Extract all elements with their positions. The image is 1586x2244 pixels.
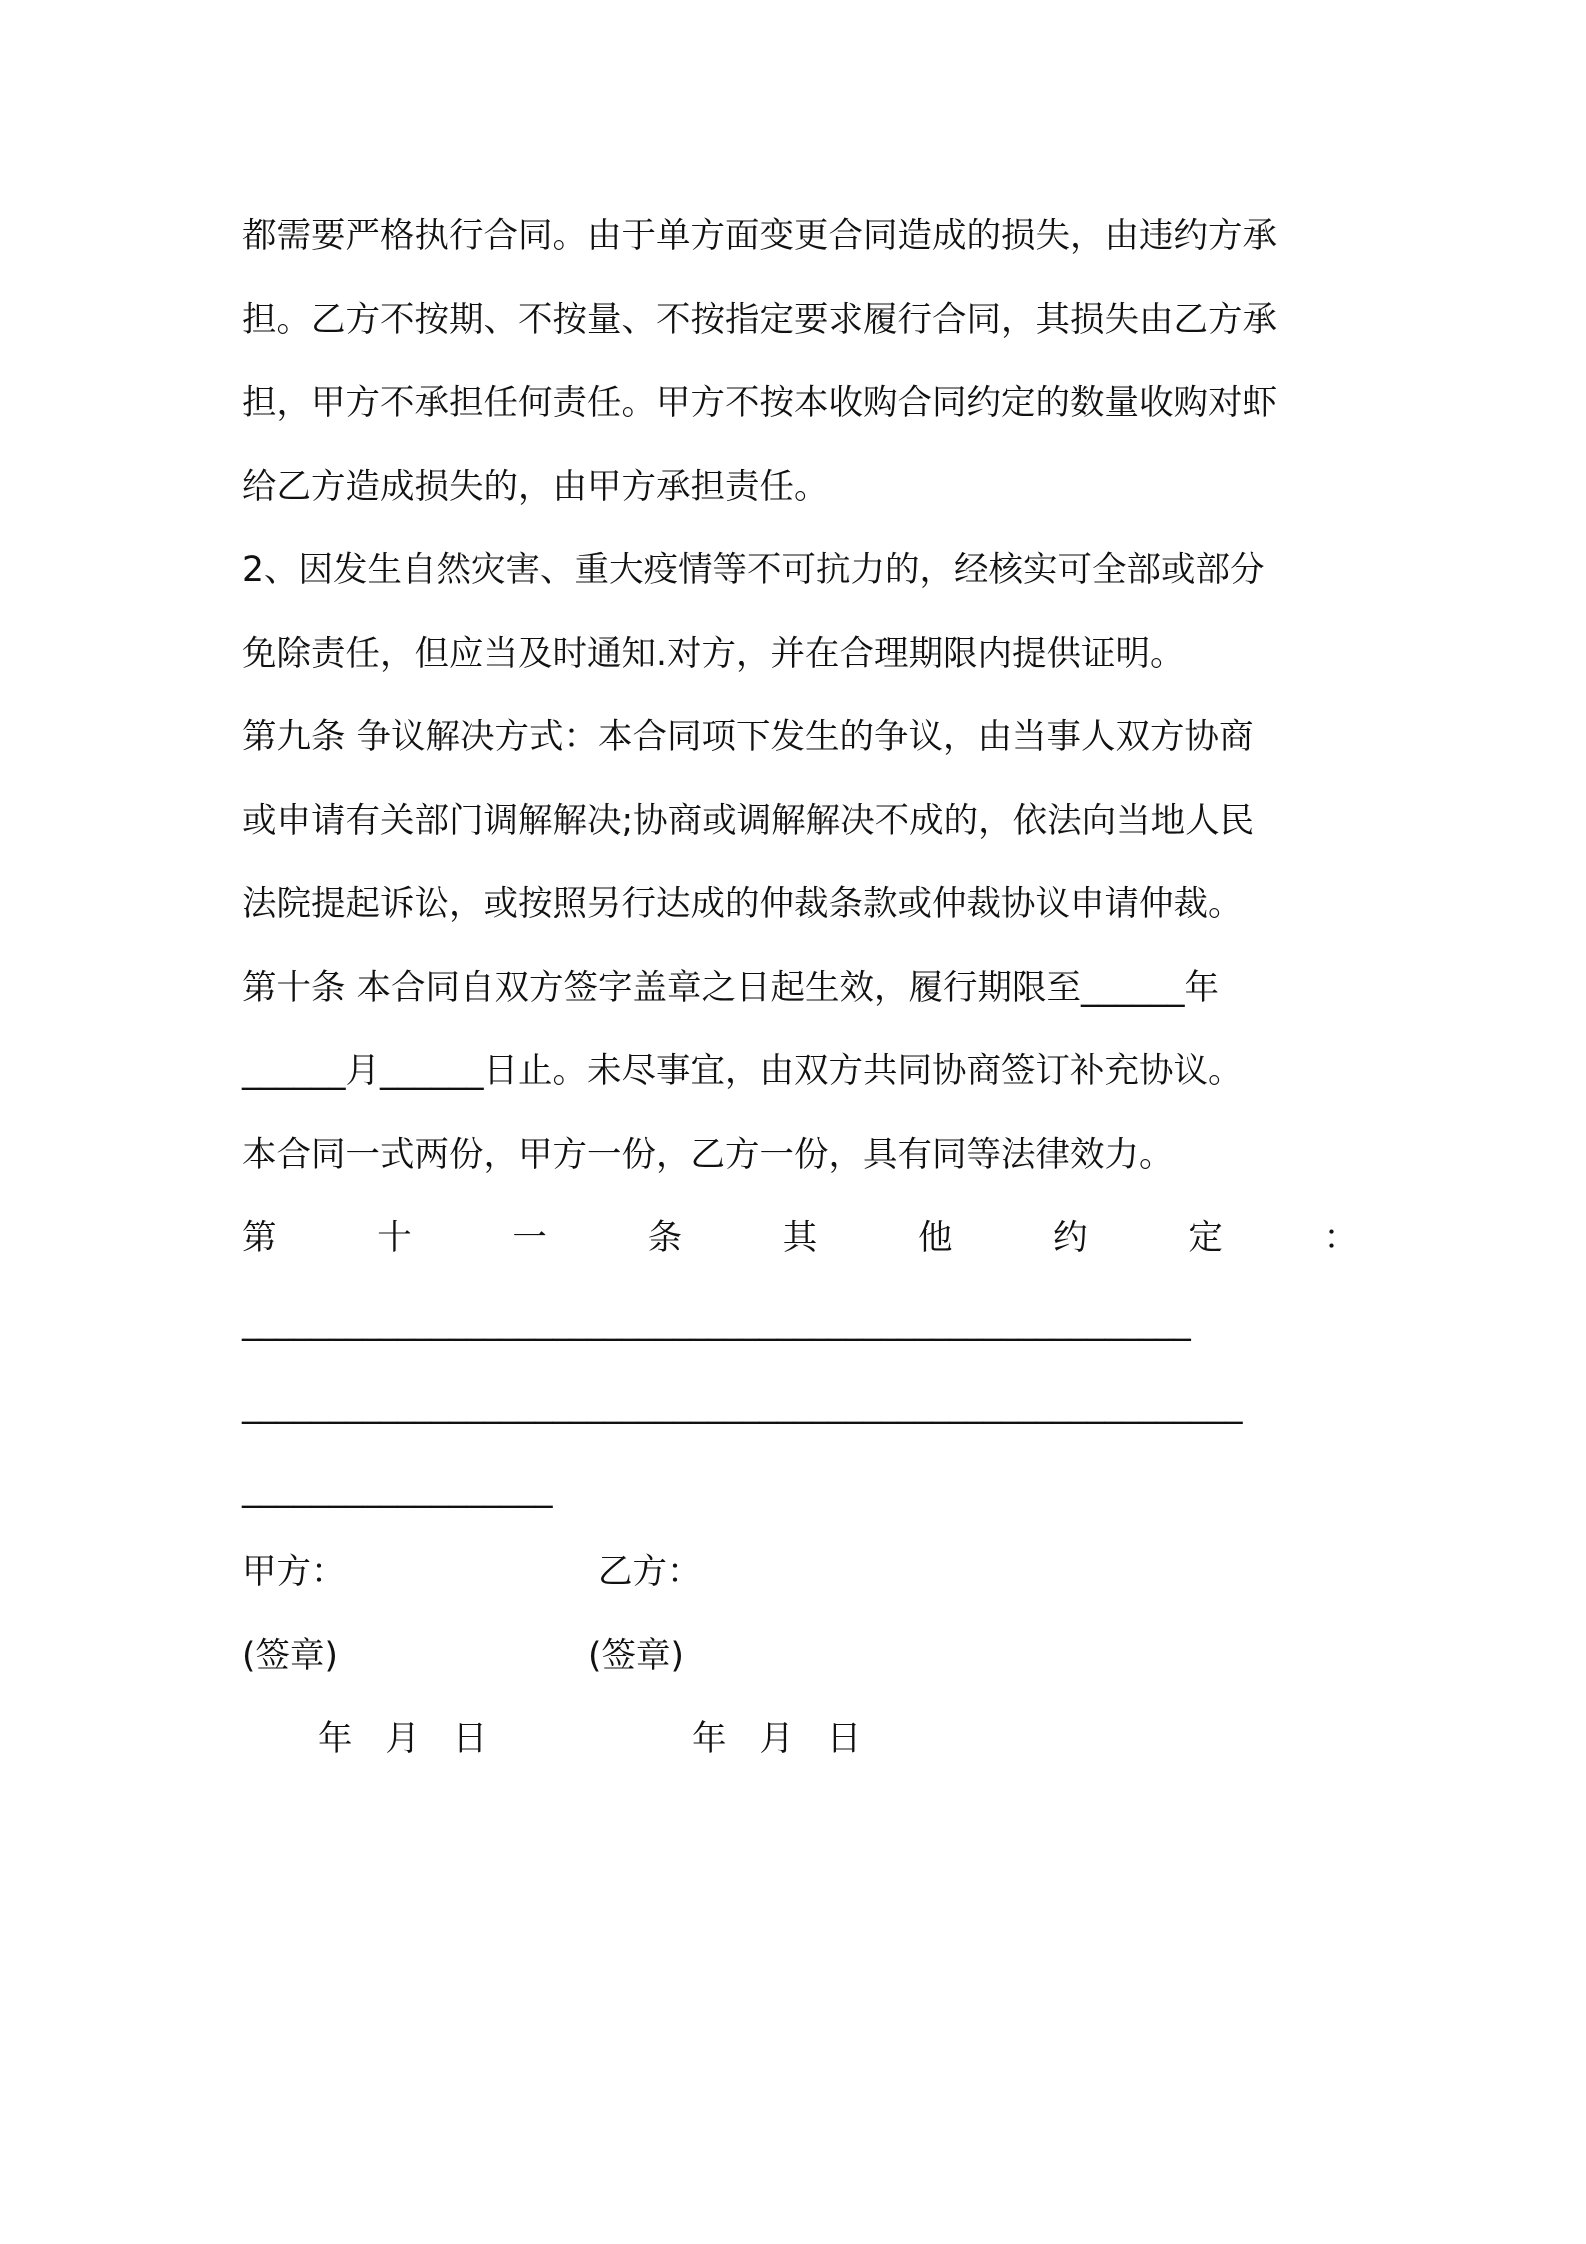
blank-line: __________________________________________________________ xyxy=(242,1385,1243,1425)
article-10-line: ______月______日止。未尽事宜，由双方共同协商签订补充协议。 xyxy=(242,1051,1243,1091)
blank-line: _______________________________________________________ xyxy=(242,1301,1191,1342)
article-11-char: 约 xyxy=(1053,1218,1088,1258)
seal-row xyxy=(242,1615,1358,1699)
article-11-char: 条 xyxy=(647,1218,683,1258)
date-row xyxy=(242,1698,1358,1782)
paragraph-line: 担。乙方不按期、不按量、不按指定要求履行合同，其损失由乙方承 xyxy=(242,299,1277,340)
party-b-label: 乙方： xyxy=(598,1552,702,1592)
article-11-char: 定 xyxy=(1188,1218,1223,1258)
article-11-heading xyxy=(242,1197,1358,1281)
contract-body xyxy=(242,195,1358,1782)
article-10-line: 本合同一式两份，甲方一份，乙方一份，具有同等法律效力。 xyxy=(242,1134,1174,1175)
article-11-char: ： xyxy=(1323,1218,1358,1258)
article-11-char: 十 xyxy=(377,1218,412,1258)
article-11-char: 其 xyxy=(782,1218,818,1258)
article-11-char: 第 xyxy=(242,1218,277,1258)
party-a-date: 年 月 日 xyxy=(318,1719,488,1759)
blank-line: __________________ xyxy=(242,1468,553,1509)
paragraph-line: 都需要严格执行合同。由于单方面变更合同造成的损失，由违约方承 xyxy=(242,216,1277,256)
article-9-line: 法院提起诉讼，或按照另行达成的仲裁条款或仲裁协议申请仲裁。 xyxy=(242,884,1243,924)
party-b-date: 年 月 日 xyxy=(692,1719,862,1759)
clause-2-line: 2、因发生自然灾害、重大疫情等不可抗力的，经核实可全部或部分 xyxy=(242,550,1265,590)
article-11-char: 一 xyxy=(512,1218,547,1258)
party-row xyxy=(242,1531,1358,1615)
clause-2-line: 免除责任，但应当及时通知.对方，并在合理期限内提供证明。 xyxy=(242,633,1185,674)
article-9-line: 第九条 争议解决方式：本合同项下发生的争议，由当事人双方协商 xyxy=(242,717,1254,757)
party-a-label: 甲方： xyxy=(242,1552,346,1592)
article-10-line: 第十条 本合同自双方签字盖章之日起生效，履行期限至______年 xyxy=(242,967,1219,1008)
paragraph-line: 给乙方造成损失的，由甲方承担责任。 xyxy=(242,466,829,507)
article-9-line: 或申请有关部门调解解决;协商或调解解决不成的，依法向当地人民 xyxy=(242,800,1255,841)
party-b-seal: (签章) xyxy=(588,1635,684,1676)
paragraph-line: 担，甲方不承担任何责任。甲方不按本收购合同约定的数量收购对虾 xyxy=(242,383,1277,423)
article-11-char: 他 xyxy=(917,1218,953,1258)
party-a-seal: (签章) xyxy=(242,1635,338,1676)
